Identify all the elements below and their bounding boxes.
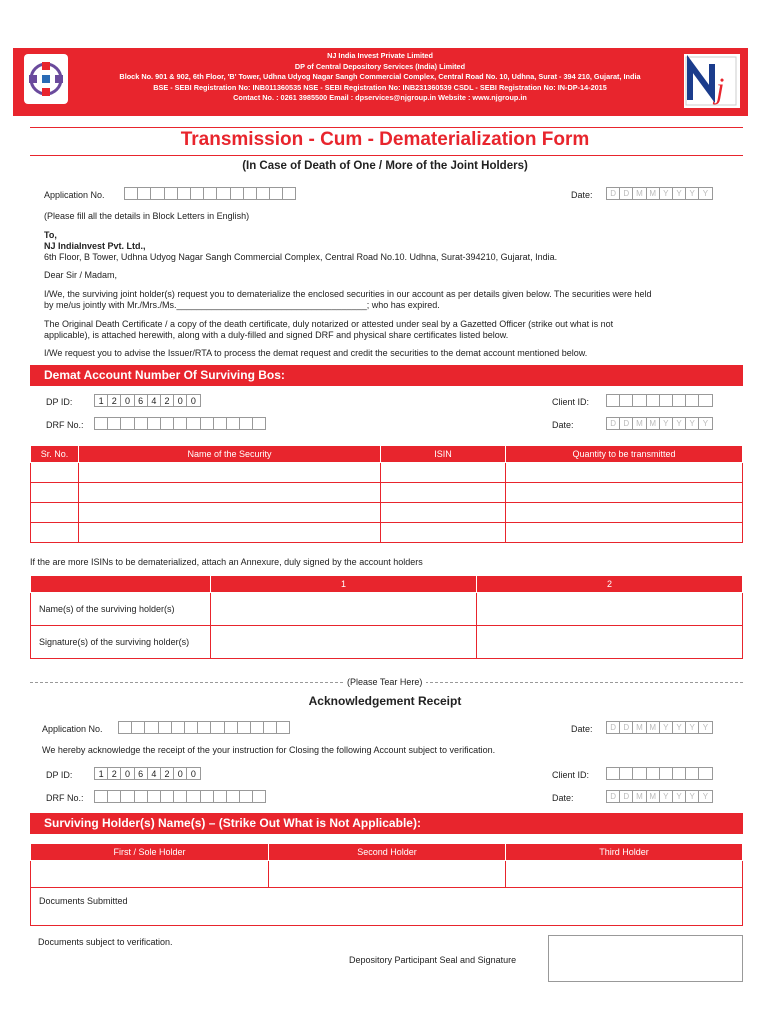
input-box[interactable] [164,187,178,200]
col-second-holder: Second Holder [269,844,506,861]
header-text: NJ India Invest Private Limited DP of Central Depository Services (India) Limited Block No. 901 & 902, 6th Floor, 'B' Tower, Udhna Udyog Nagar Sangh Commercial Complex, Central Road No. 10, Udhna, Surat - 394 210, Gujarat, India BSE - SEBI Registration No: INB011360535 NSE - SEBI Registration No: INB231360539 CSDL - SEBI Registration No: IN-DP-14-2015 Contact No. : 0261 3985500 Email : dpservices@njgroup.in Website : www.njgroup.in [119,51,641,103]
seal-signature-box[interactable] [548,935,743,982]
input-box[interactable]: D [619,721,633,734]
form-title: Transmission - Cum - Dematerialization Form [180,129,590,150]
input-box[interactable]: M [646,417,660,430]
input-box[interactable]: 0 [173,394,187,407]
input-box[interactable]: Y [672,721,686,734]
input-box[interactable]: 2 [107,394,121,407]
divider [30,127,743,128]
input-box[interactable] [252,417,266,430]
date-boxes[interactable] [606,721,712,734]
signatures-label: Signature(s) of the surviving holder(s) [31,626,211,659]
input-box[interactable] [171,721,185,734]
input-box[interactable]: M [632,721,646,734]
input-box[interactable]: Y [659,187,673,200]
input-box[interactable] [685,394,699,407]
dp-seal-label: Depository Participant Seal and Signature [349,955,517,965]
company-address: 6th Floor, B Tower, Udhna Udyog Nagar Sangh Commercial Complex, Central Road No.10. Udhna, Surat-394210, Gujarat, India. [44,252,558,262]
input-box[interactable]: D [606,417,620,430]
input-box[interactable]: Y [659,417,673,430]
input-box[interactable] [131,721,145,734]
input-box[interactable] [94,790,108,803]
input-box[interactable] [698,767,712,780]
table-row [31,861,743,888]
dp-id-boxes[interactable] [94,767,200,780]
table-row[interactable] [31,523,743,543]
date-boxes[interactable] [606,417,712,430]
company-name: NJ IndiaInvest Pvt. Ltd., [44,241,146,251]
input-box[interactable] [632,394,646,407]
section-surviving-holders: Surviving Holder(s) Name(s) – (Strike Out What is Not Applicable): [30,813,743,834]
input-box[interactable]: 2 [160,767,174,780]
input-box[interactable]: D [606,721,620,734]
paragraph-2: The Original Death Certificate / a copy of the death certificate, duly notarized or attested under seal by a Gazetted Officer (strike out what is not [44,319,614,329]
input-box[interactable]: Y [659,721,673,734]
input-box[interactable]: 6 [134,767,148,780]
input-box[interactable]: Y [698,721,712,734]
input-box[interactable] [659,394,673,407]
input-box[interactable] [252,790,266,803]
paragraph-1: I/We, the surviving joint holder(s) request you to dematerialize the enclosed securities in our account as per details given below. The securities were held [44,289,652,299]
input-box[interactable]: 0 [120,394,134,407]
input-box[interactable] [239,417,253,430]
input-box[interactable] [230,187,244,200]
holders-table [30,575,743,659]
input-box[interactable] [107,790,121,803]
input-box[interactable] [120,790,134,803]
input-box[interactable] [150,187,164,200]
application-no-boxes[interactable] [124,187,295,200]
section-demat-account: Demat Account Number Of Surviving Bos: [30,365,743,386]
input-box[interactable]: 4 [147,767,161,780]
input-box[interactable] [243,187,257,200]
input-box[interactable]: 0 [186,767,200,780]
col-sr-no: Sr. No. [31,446,79,463]
input-box[interactable] [213,790,227,803]
input-box[interactable] [672,394,686,407]
table-row [31,888,743,926]
drf-no-boxes[interactable] [94,790,265,803]
input-box[interactable]: 0 [186,394,200,407]
input-box[interactable] [144,721,158,734]
input-box[interactable] [147,417,161,430]
input-box[interactable]: Y [698,417,712,430]
input-box[interactable]: 1 [94,767,108,780]
to-label: To, [44,230,57,240]
input-box[interactable] [216,187,230,200]
input-box[interactable] [184,721,198,734]
docs-verify-note: Documents subject to verification. [38,937,173,947]
col-first-holder: First / Sole Holder [31,844,269,861]
securities-table [30,445,743,543]
paragraph-1-line2: by me/us jointly with Mr./Mrs./Ms.______________________________________; who has expired. [44,300,440,310]
date-label: Date: [571,724,593,734]
surviving-holders-table [30,843,743,926]
input-box[interactable] [226,790,240,803]
dp-id-label: DP ID: [46,397,73,407]
dp-id-boxes[interactable] [94,394,200,407]
client-id-label: Client ID: [552,397,590,407]
input-box[interactable] [186,417,200,430]
paragraph-2-line2: applicable), is attached herewith, along with a duly-filled and signed DRF and physical share certificates listed below. [44,330,509,340]
input-box[interactable] [124,187,138,200]
input-box[interactable]: 0 [120,767,134,780]
input-box[interactable] [190,187,204,200]
input-box[interactable] [269,187,283,200]
input-box[interactable]: M [632,790,646,803]
input-box[interactable] [137,187,151,200]
input-box[interactable]: M [646,187,660,200]
paragraph-3: I/We request you to advise the Issuer/RTA to process the demat request and credit the securities to the demat account mentioned below. [44,348,588,358]
input-box[interactable] [672,767,686,780]
table-row [31,593,743,626]
col-isin: ISIN [381,446,506,463]
input-box[interactable]: Y [659,790,673,803]
input-box[interactable] [276,721,290,734]
input-box[interactable]: 0 [173,767,187,780]
tear-here-label: (Please Tear Here) [343,677,426,687]
date-label: Date: [571,190,593,200]
input-box[interactable]: D [606,187,620,200]
input-box[interactable] [203,187,217,200]
input-box[interactable] [160,790,174,803]
input-box[interactable] [224,721,238,734]
dp-id-label: DP ID: [46,770,73,780]
input-box[interactable] [173,417,187,430]
form-subtitle: (In Case of Death of One / More of the Joint Holders) [242,160,528,172]
date-boxes[interactable] [606,187,712,200]
input-box[interactable]: Y [672,187,686,200]
input-box[interactable]: Y [685,790,699,803]
application-no-boxes[interactable] [118,721,289,734]
date-label: Date: [552,793,574,803]
input-box[interactable] [698,394,712,407]
more-isin-note: If the are more ISINs to be dematerialized, attach an Annexure, duly signed by the account holders [30,557,423,567]
input-box[interactable]: 2 [107,767,121,780]
input-box[interactable] [632,767,646,780]
date-label: Date: [552,420,574,430]
input-box[interactable] [197,721,211,734]
input-box[interactable] [239,790,253,803]
input-box[interactable]: Y [685,187,699,200]
date-boxes[interactable] [606,790,712,803]
input-box[interactable] [186,790,200,803]
nj-logo [684,54,740,108]
drf-no-label: DRF No.: [46,793,84,803]
input-box[interactable]: Y [685,721,699,734]
input-box[interactable] [173,790,187,803]
input-box[interactable]: D [619,417,633,430]
input-box[interactable] [200,417,214,430]
input-box[interactable]: Y [698,187,712,200]
input-box[interactable] [282,187,296,200]
input-box[interactable] [210,721,224,734]
input-box[interactable] [256,187,270,200]
names-label: Name(s) of the surviving holder(s) [31,593,211,626]
input-box[interactable] [685,767,699,780]
divider [30,155,743,156]
ack-text: We hereby acknowledge the receipt of the your instruction for Closing the following Account subject to verification. [42,745,496,755]
table-row[interactable] [31,483,743,503]
input-box[interactable] [177,187,191,200]
input-box[interactable]: M [632,187,646,200]
col-quantity: Quantity to be transmitted [506,446,743,463]
input-box[interactable]: Y [672,417,686,430]
input-box[interactable] [646,394,660,407]
input-box[interactable]: 4 [147,394,161,407]
input-box[interactable]: 1 [94,394,108,407]
ack-title: Acknowledgement Receipt [308,694,462,708]
client-id-boxes[interactable] [606,767,712,780]
table-row [31,626,743,659]
table-row[interactable] [31,503,743,523]
input-box[interactable]: 6 [134,394,148,407]
input-box[interactable]: D [606,790,620,803]
col-holder-2: 2 [477,576,743,593]
input-box[interactable]: Y [698,790,712,803]
input-box[interactable] [250,721,264,734]
col-holder-1: 1 [211,576,477,593]
input-box[interactable] [263,721,277,734]
input-box[interactable]: M [646,790,660,803]
cdsl-logo [24,54,68,104]
input-box[interactable] [646,767,660,780]
input-box[interactable] [237,721,251,734]
input-box[interactable] [606,394,620,407]
input-box[interactable]: D [619,187,633,200]
input-box[interactable] [619,767,633,780]
fill-note: (Please fill all the details in Block Letters in English) [44,211,250,221]
input-box[interactable] [213,417,227,430]
input-box[interactable] [619,394,633,407]
client-id-label: Client ID: [552,770,590,780]
col-security-name: Name of the Security [79,446,381,463]
salutation: Dear Sir / Madam, [44,270,118,280]
input-box[interactable] [147,790,161,803]
input-box[interactable] [606,767,620,780]
input-box[interactable] [94,417,108,430]
drf-no-label: DRF No.: [46,420,84,430]
input-box[interactable]: D [619,790,633,803]
input-box[interactable]: M [632,417,646,430]
documents-submitted-label[interactable]: Documents Submitted [31,888,743,926]
input-box[interactable] [160,417,174,430]
input-box[interactable] [118,721,132,734]
input-box[interactable] [134,417,148,430]
application-no-label: Application No. [44,190,105,200]
application-no-label: Application No. [42,724,103,734]
col-third-holder: Third Holder [506,844,743,861]
input-box[interactable]: 2 [160,394,174,407]
input-box[interactable] [107,417,121,430]
drf-no-boxes[interactable] [94,417,265,430]
input-box[interactable] [226,417,240,430]
table-row[interactable] [31,463,743,483]
input-box[interactable] [120,417,134,430]
input-box[interactable] [134,790,148,803]
input-box[interactable] [200,790,214,803]
input-box[interactable] [659,767,673,780]
svg-text:j: j [716,72,725,105]
client-id-boxes[interactable] [606,394,712,407]
input-box[interactable] [158,721,172,734]
input-box[interactable]: Y [672,790,686,803]
input-box[interactable]: Y [685,417,699,430]
input-box[interactable]: M [646,721,660,734]
